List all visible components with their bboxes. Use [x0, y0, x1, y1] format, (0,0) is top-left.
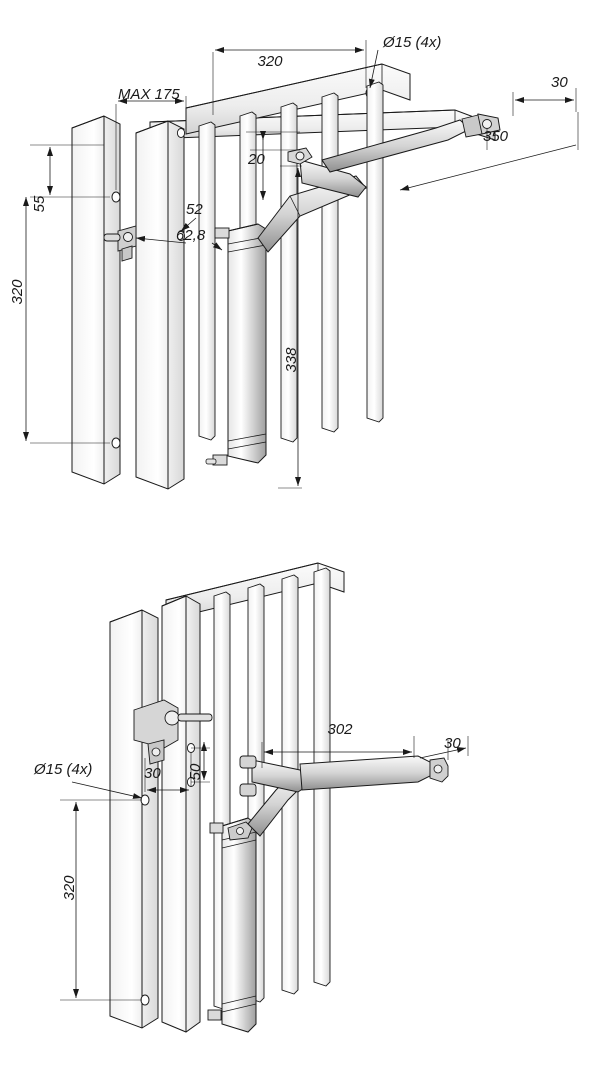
dim-label-u-20: 20 [248, 151, 265, 168]
dim-label-l-d15: Ø15 (4x) [34, 761, 93, 778]
dim-label-u-628: 62,8 [176, 227, 206, 244]
dim-label-u-52: 52 [186, 201, 203, 218]
upper-left-post [72, 116, 120, 484]
lower-view-geometry [110, 563, 448, 1032]
dim-label-l-50: 50 [187, 763, 204, 781]
dim-label-u-350: 350 [483, 128, 509, 145]
dim-label-u-max175: MAX 175 [118, 86, 180, 103]
dim-label-u-55: 55 [31, 195, 48, 213]
dim-label-u-30: 30 [551, 74, 568, 91]
dim-label-l-30-left: 30 [144, 765, 161, 782]
lower-left-post [110, 610, 158, 1028]
dim-label-l-320: 320 [61, 875, 78, 901]
dim-label-u-338: 338 [283, 347, 300, 373]
upper-infill-bars [199, 82, 383, 453]
dim-label-u-d15: Ø15 (4x) [383, 34, 442, 51]
dim-label-u-320-left: 320 [9, 279, 26, 305]
dim-label-l-302: 302 [327, 721, 353, 738]
lower-gate-post [162, 596, 200, 1032]
dim-label-l-30-right: 30 [444, 735, 461, 752]
upper-gate-post [136, 121, 185, 489]
dim-label-u-320-top: 320 [257, 53, 283, 70]
upper-view-geometry [72, 64, 500, 489]
dim-u-30 [513, 88, 576, 116]
